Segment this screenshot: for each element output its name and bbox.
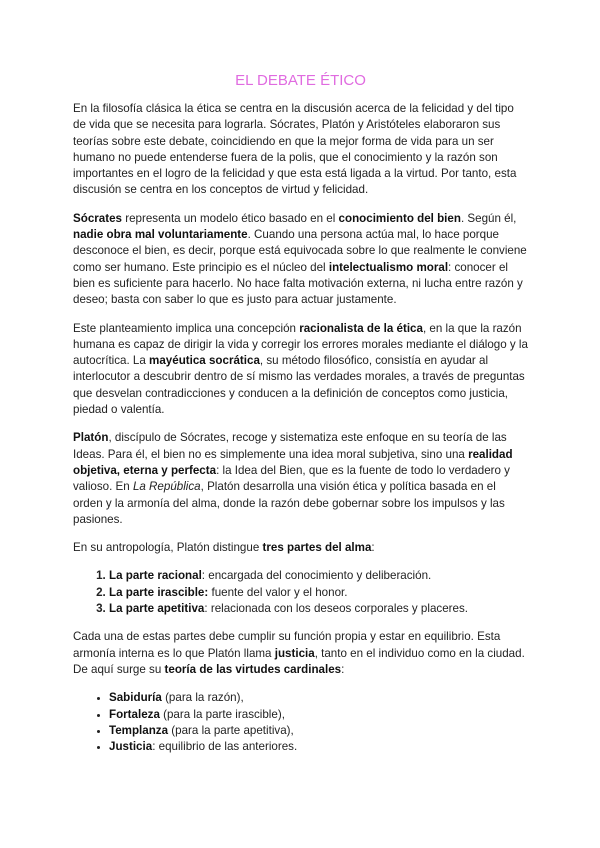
list-item: • Fortaleza (para la parte irascible), [109, 707, 528, 723]
paragraph-intro: En la filosofía clásica la ética se centra en la discusión acerca de la felicidad y del tipo de vida que se necesita para lograrla. Sócrates, Platón y Aristóteles elaboraron sus teorías sobre este debate, coincidiendo en que la mejor forma de vida para un ser humano no puede entenderse fuera de la polis, que el conocimiento y la razón son importantes en el logro de la felicidad y que esta está ligada a la virtud. Por tanto, esta discusión se centra en los conceptos de virtud y felicidad. [73, 102, 517, 197]
term-mayeutica: mayéutica socrática [149, 354, 260, 368]
list-item: 3. La parte apetitiva: relacionada con los deseos corporales y placeres. [109, 601, 528, 617]
term-conocimiento-del-bien: conocimiento del bien [338, 211, 461, 225]
paragraph-platon: Platón, discípulo de Sócrates, recoge y sistematiza este enfoque en su teoría de las Ideas. Para él, el bien no es simplemente una idea moral subjetiva, sino una realidad objetiva, eterna y perfecta: la Idea del Bien, que es la fuente de todo lo verdadero y valioso. En La República, Platón desarrolla una visión ética y política basada en el orden y la armonía del alma, donde la razón debe gobernar sobre los impulsos y las pasiones. [73, 431, 513, 526]
list-item: • Templanza (para la parte apetitiva), [109, 723, 528, 739]
list-item: 2. La parte irascible: fuente del valor y el honor. [109, 585, 528, 601]
term-virtudes-cardinales: teoría de las virtudes cardinales [164, 662, 342, 676]
term-nadie-obra-mal: nadie obra mal voluntariamente [73, 228, 248, 242]
term-racionalista: racionalista de la ética [299, 321, 423, 335]
term-intelectualismo-moral: intelectualismo moral [328, 260, 449, 274]
alma-parts-list [73, 568, 528, 617]
list-item: • Justicia: equilibrio de las anteriores. [109, 739, 528, 755]
paragraph-antropologia: En su antropología, Platón distingue tres partes del alma: [73, 541, 375, 555]
book-title-la-republica: La República [132, 480, 201, 494]
paragraph-socrates: Sócrates representa un modelo ético basado en el conocimiento del bien. Según él, nadie obra mal voluntariamente. Cuando una persona actúa mal, lo hace porque desconoce el bien, es decir, porque está equivocada sobre lo que realmente le conviene como ser humano. Este principio es el núcleo del intelectualismo moral: conocer el bien es suficiente para hacerlo. No hace falta motivación externa, ni lucha entre razón y deseo; basta con saber lo que es justo para actuar justamente. [73, 211, 527, 307]
term-socrates: Sócrates [73, 211, 122, 225]
term-realidad-objetiva: realidad objetiva, eterna y perfecta [73, 447, 513, 477]
term-platon: Platón [73, 431, 109, 445]
virtues-list [73, 690, 528, 755]
list-item: • Sabiduría (para la razón), [109, 690, 528, 706]
paragraph-racionalismo: Este planteamiento implica una concepción racionalista de la ética, en la que la razón humana es capaz de dirigir la vida y corregir los errores morales mediante el diálogo y la autocrítica. La mayéutica socrática, su método filosófico, consistía en ayudar al interlocutor a descubrir dentro de sí mismo las verdades morales, a través de preguntas que desvelan contradicciones y conducen a la definición de conceptos como justicia, piedad o valentía. [73, 321, 528, 417]
list-item: 1. La parte racional: encargada del conocimiento y deliberación. [109, 568, 528, 584]
document-title: EL DEBATE ÉTICO [235, 72, 366, 89]
term-justicia: justicia [274, 646, 315, 660]
paragraph-justicia: Cada una de estas partes debe cumplir su función propia y estar en equilibrio. Esta armonía interna es lo que Platón llama justicia, tanto en el individuo como en la ciudad. De aquí surge su teoría de las virtudes cardinales: [73, 630, 525, 676]
term-tres-partes: tres partes del alma [262, 541, 372, 555]
